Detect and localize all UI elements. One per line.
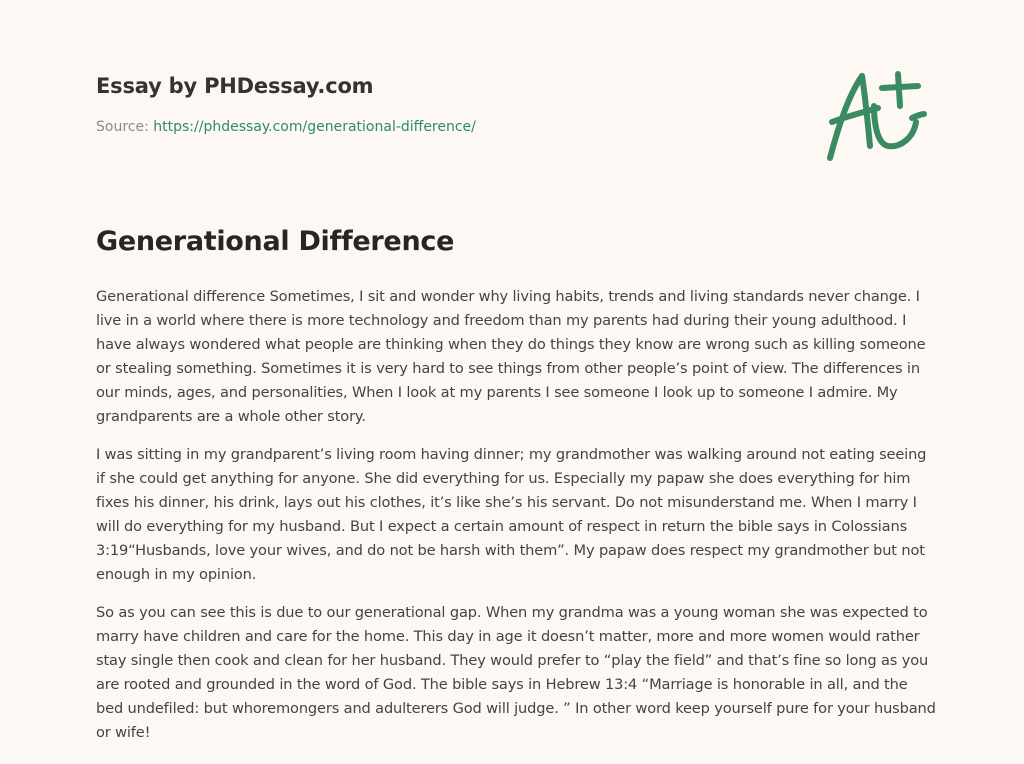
a-plus-grade-icon (820, 66, 930, 166)
site-brand: Essay by PHDessay.com (96, 74, 374, 98)
essay-paragraph: Generational difference Sometimes, I sit and wonder why living habits, trends and living standards never change. I live in a world where there is more technology and freedom than my parents had during their young adulthood. I have always wondered what people are thinking when they do things they know are wrong such as killing someone or stealing something. Sometimes it is very hard to see things from other people’s point of view. The differences in our minds, ages, and personalities, When I look at my parents I see someone I look up to someone I admire. My grandparents are a whole other story. (96, 288, 926, 425)
header (96, 74, 796, 135)
essay-title: Generational Difference (96, 226, 455, 257)
essay-paragraph: So as you can see this is due to our generational gap. When my grandma was a young woman she was expected to marry have children and care for the home. This day in age it doesn’t matter, more and more women would rather stay single then cook and clean for her husband. They would prefer to “play the field” and that’s fine so long as you are rooted and grounded in the word of God. The bible says in Hebrew 13:4 “Marriage is honorable in all, and the bed undefiled: but whoremongers and adulterers God will judge. ” In other word keep yourself pure for your husband or wife! (96, 604, 936, 741)
essay-body (96, 285, 936, 759)
source-line (96, 119, 796, 135)
essay-paragraph: I was sitting in my grandparent’s living room having dinner; my grandmother was walking around not eating seeing if she could get anything for anyone. She did everything for us. Especially my papaw she does everything for him fixes his dinner, his drink, lays out his clothes, it’s like she’s his servant. Do not misunderstand me. When I marry I will do everything for my husband. But I expect a certain amount of respect in return the bible says in Colossians 3:19“Husbands, love your wives, and do not be harsh with them”. My papaw does respect my grandmother but not enough in my opinion. (96, 446, 927, 583)
source-label: Source: (96, 119, 154, 135)
source-link[interactable]: https://phdessay.com/generational-difference/ (153, 119, 476, 135)
